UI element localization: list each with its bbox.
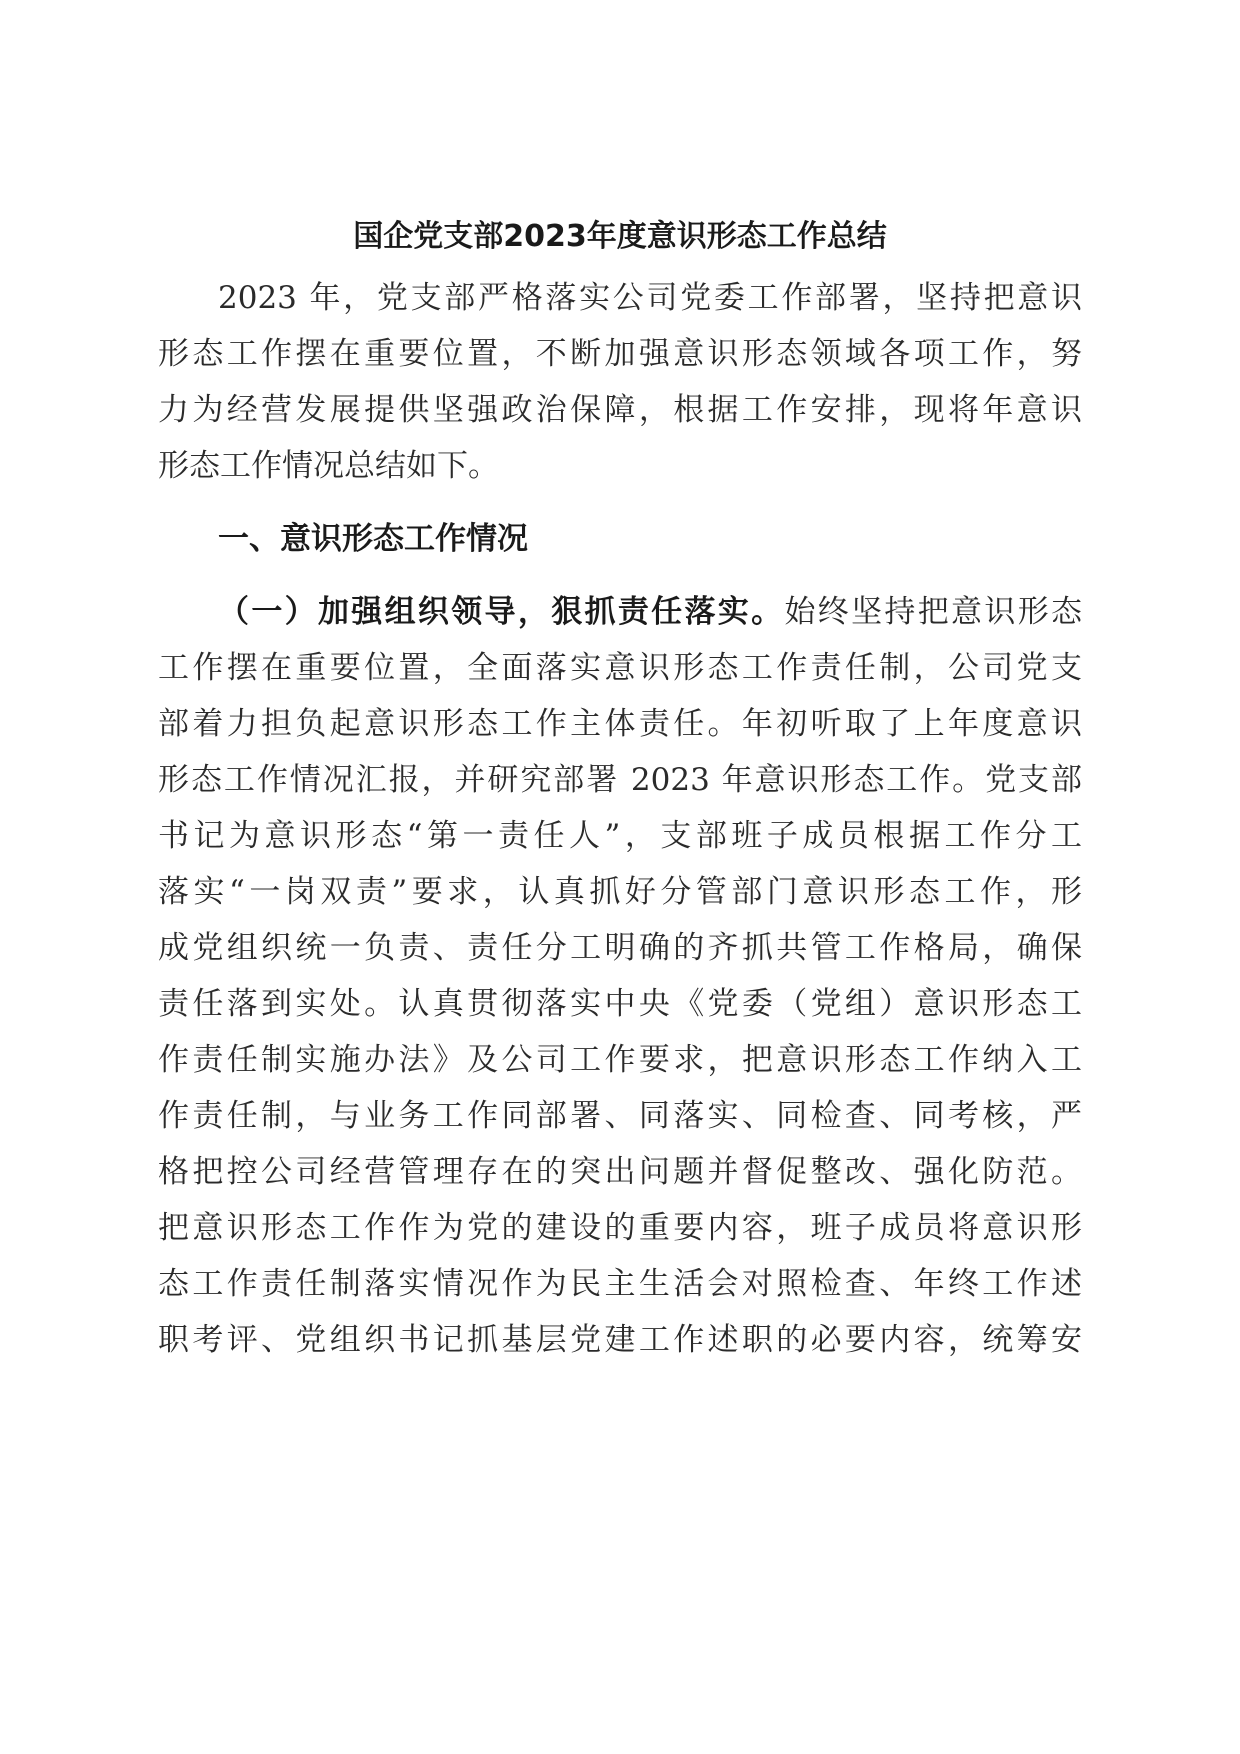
subsection-first-line-text: 始终坚持把意识形态 bbox=[784, 594, 1083, 630]
body-line: 把意识形态工作作为党的建设的重要内容，班子成员将意识形 bbox=[158, 1210, 1082, 1246]
intro-line: 力为经营发展提供坚强政治保障，根据工作安排，现将年意识 bbox=[158, 392, 1082, 428]
body-line: 格把控公司经营管理存在的突出问题并督促整改、强化防范。 bbox=[158, 1154, 1082, 1190]
body-line: 作责任制实施办法》及公司工作要求，把意识形态工作纳入工 bbox=[158, 1042, 1082, 1078]
intro-line: 2023 年，党支部严格落实公司党委工作部署，坚持把意识 bbox=[218, 280, 1082, 316]
section-heading: 一、意识形态工作情况 bbox=[218, 521, 528, 557]
body-line: 书记为意识形态“第一责任人”，支部班子成员根据工作分工 bbox=[158, 818, 1082, 854]
body-line: 成党组织统一负责、责任分工明确的齐抓共管工作格局，确保 bbox=[158, 930, 1082, 966]
intro-line: 形态工作摆在重要位置，不断加强意识形态领域各项工作，努 bbox=[158, 336, 1082, 372]
document-title: 国企党支部2023年度意识形态工作总结 bbox=[353, 219, 887, 254]
body-line: 职考评、党组织书记抓基层党建工作述职的必要内容，统筹安 bbox=[158, 1322, 1082, 1358]
body-line: 态工作责任制落实情况作为民主生活会对照检查、年终工作述 bbox=[158, 1266, 1082, 1302]
intro-line: 形态工作情况总结如下。 bbox=[158, 448, 499, 484]
body-line: 形态工作情况汇报，并研究部署 2023 年意识形态工作。党支部 bbox=[158, 762, 1082, 798]
body-line: 责任落到实处。认真贯彻落实中央《党委（党组）意识形态工 bbox=[158, 986, 1082, 1022]
subsection-first-line bbox=[218, 590, 1082, 634]
body-line: 部着力担负起意识形态工作主体责任。年初听取了上年度意识 bbox=[158, 706, 1082, 742]
body-line: 作责任制，与业务工作同部署、同落实、同检查、同考核，严 bbox=[158, 1098, 1082, 1134]
body-line: 工作摆在重要位置，全面落实意识形态工作责任制，公司党支 bbox=[158, 650, 1082, 686]
body-line: 落实“一岗双责”要求，认真抓好分管部门意识形态工作，形 bbox=[158, 874, 1082, 910]
subsection-lead: （一）加强组织领导，狠抓责任落实。 bbox=[218, 594, 785, 630]
